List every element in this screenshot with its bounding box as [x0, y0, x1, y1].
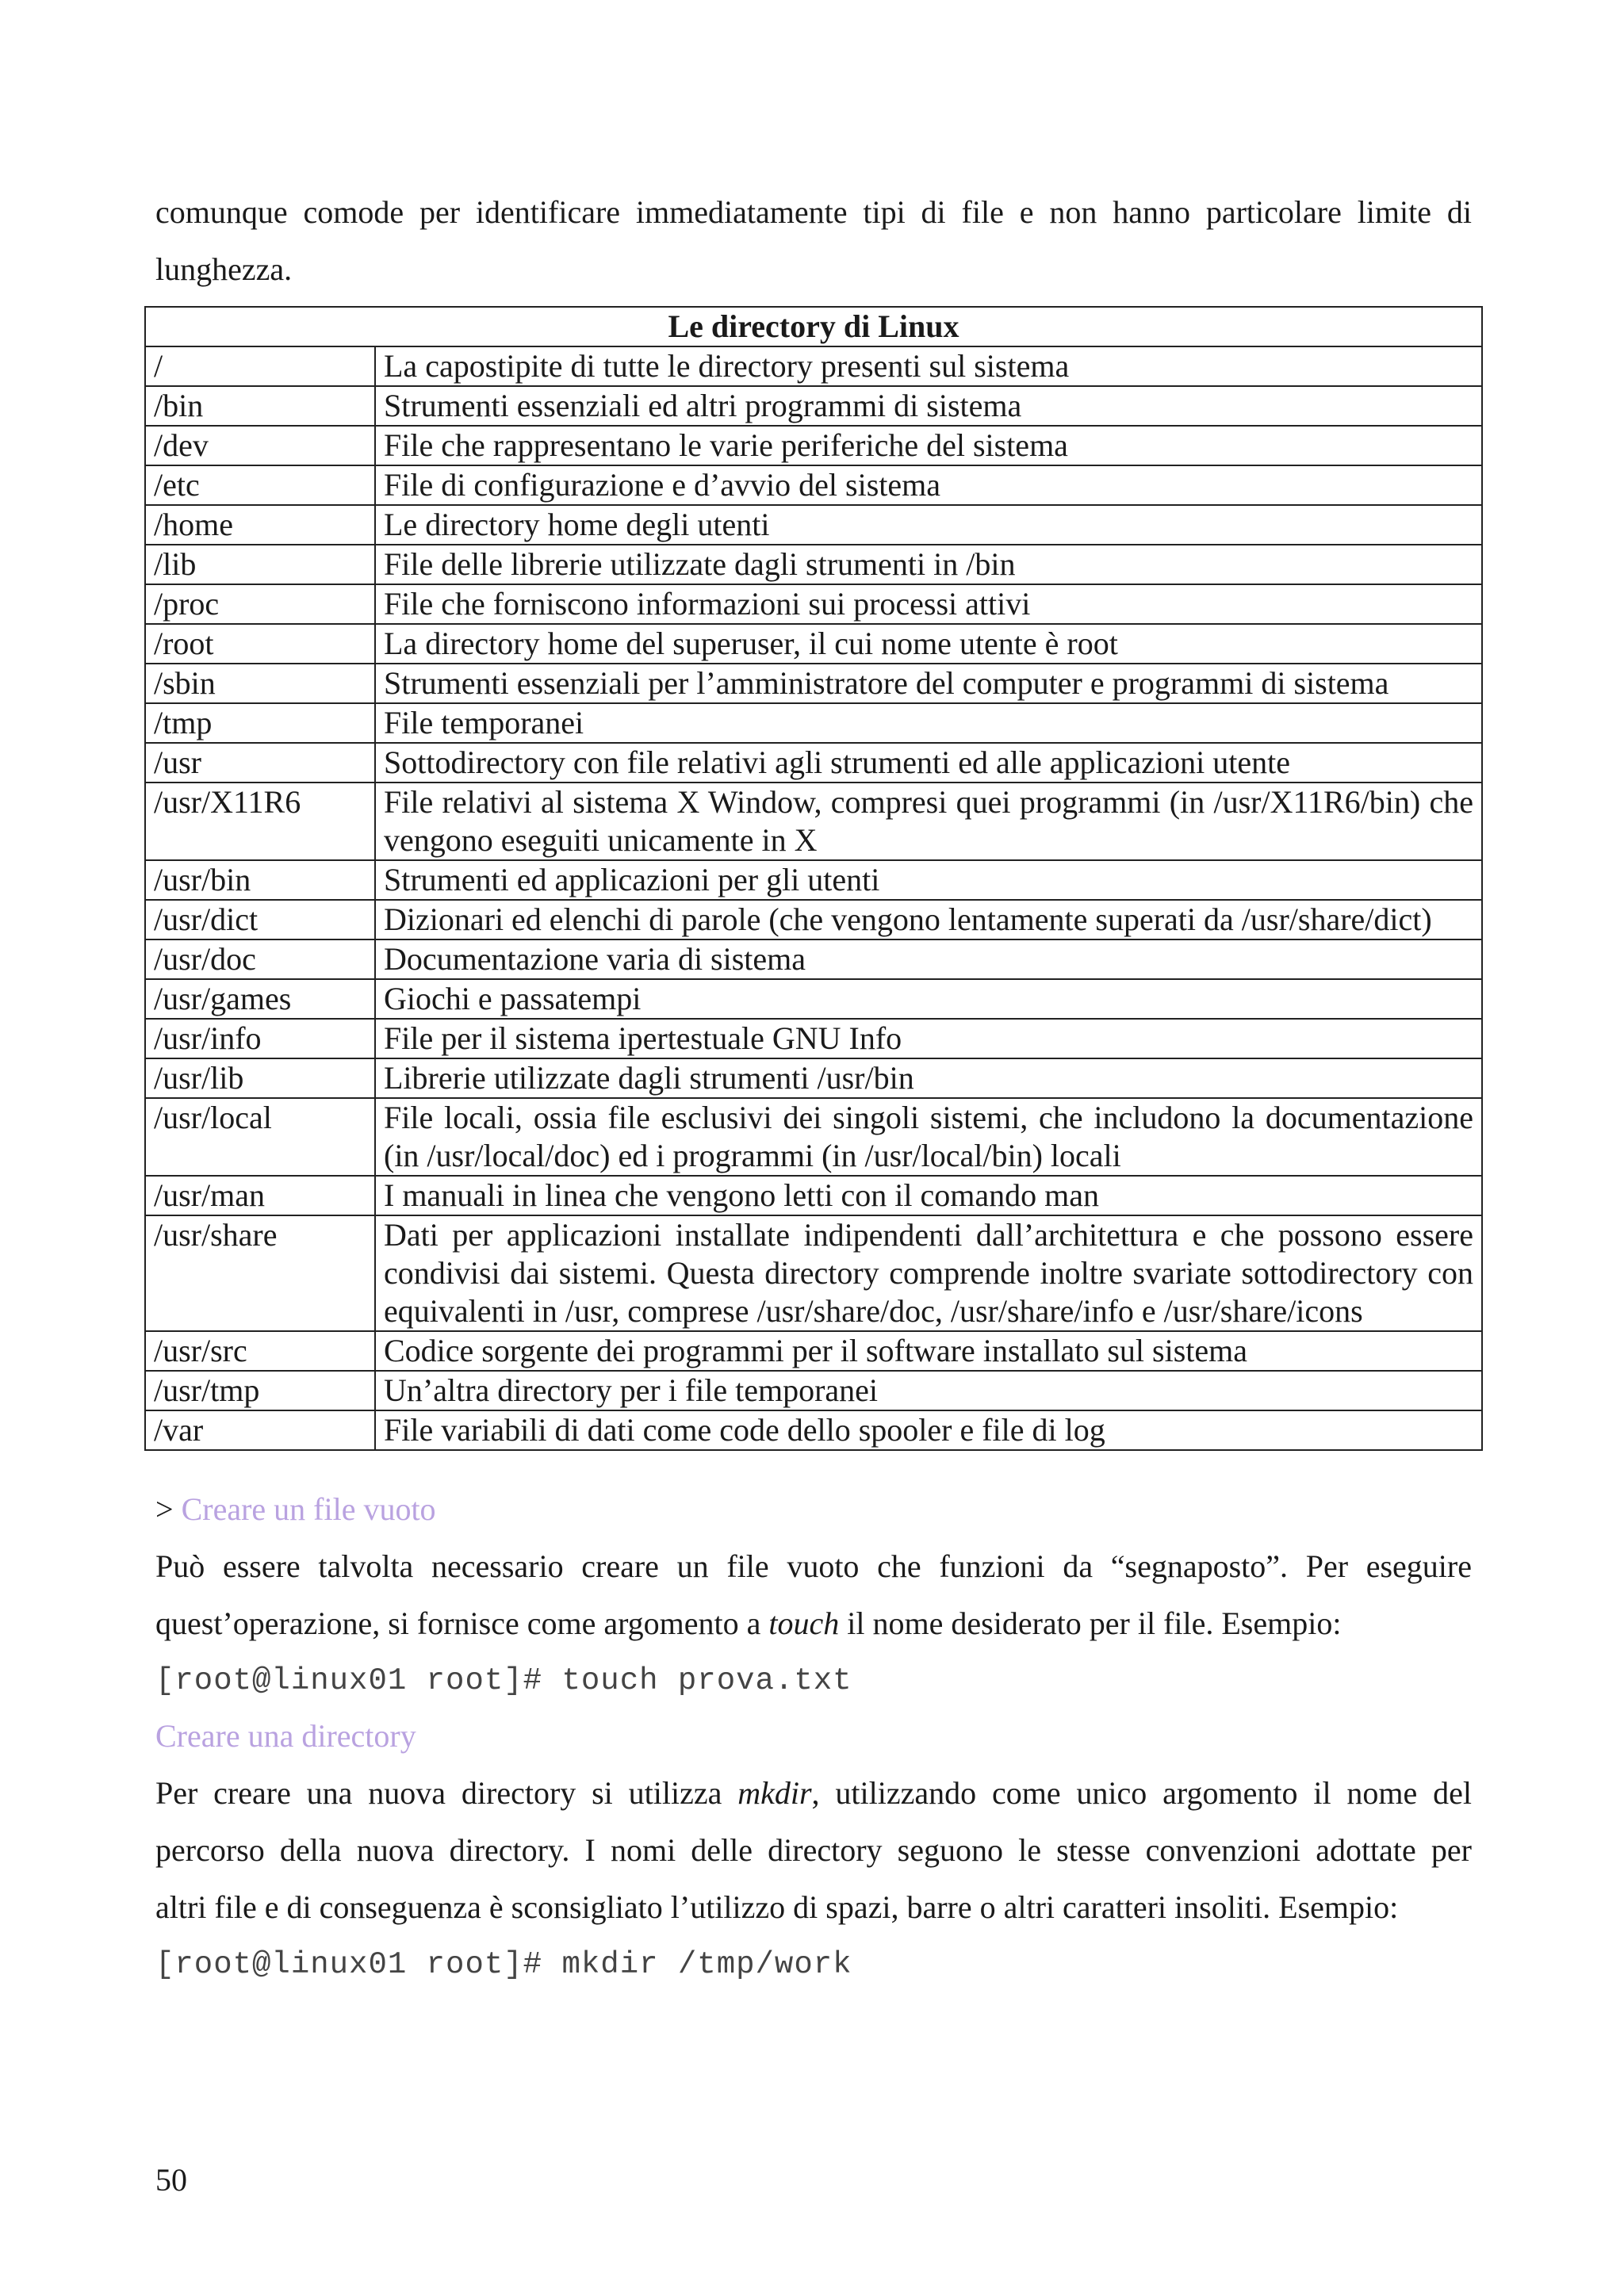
- directory-description: Dati per applicazioni installate indipendenti dall’architettura e che possono essere condivisi dai sistemi. Questa directory comprende inoltre svariate sottodirectory con equivalenti in /usr, comprese /usr/share/doc, /usr/share/info e /usr/share/icons: [375, 1215, 1482, 1331]
- directory-description: File di configurazione e d’avvio del sistema: [375, 465, 1482, 505]
- directory-path: /usr/lib: [145, 1058, 375, 1098]
- table-row: [145, 1410, 1482, 1450]
- command-mkdir: mkdir: [737, 1775, 812, 1811]
- directory-path: /usr/games: [145, 979, 375, 1019]
- text-fragment: quest’operazione, si fornisce come argomento a: [155, 1605, 769, 1641]
- directory-description: Librerie utilizzate dagli strumenti /usr/bin: [375, 1058, 1482, 1098]
- heading-title: Creare una directory: [155, 1718, 416, 1754]
- directory-path: /usr/info: [145, 1019, 375, 1058]
- directory-path: /dev: [145, 426, 375, 465]
- empty-file-paragraph: [155, 1538, 1472, 1652]
- intro-paragraph: [155, 184, 1472, 298]
- page-number: 50: [155, 2162, 187, 2198]
- table-row: [145, 426, 1482, 465]
- table-row: [145, 860, 1482, 900]
- text-fragment: Per creare una nuova directory si utilizza: [155, 1775, 738, 1811]
- directory-description: File relativi al sistema X Window, compresi quei programmi (in /usr/X11R6/bin) che vengono eseguiti unicamente in X: [375, 783, 1482, 860]
- directory-path: /usr/bin: [145, 860, 375, 900]
- directory-line-1: [155, 1765, 1472, 1822]
- table-row: [145, 1176, 1482, 1215]
- directory-description: File delle librerie utilizzate dagli strumenti in /bin: [375, 545, 1482, 584]
- code-touch-example: [root@linux01 root]# touch prova.txt: [155, 1663, 852, 1698]
- directory-path: /etc: [145, 465, 375, 505]
- table-title: Le directory di Linux: [145, 307, 1482, 346]
- linux-directories-table: [144, 306, 1483, 1451]
- empty-file-line-2: [155, 1595, 1472, 1652]
- command-touch: touch: [768, 1605, 840, 1641]
- intro-line-1: comunque comode per identificare immediatamente tipi di file e non hanno particolare limite di: [155, 194, 1472, 230]
- directory-path: /usr: [145, 743, 375, 783]
- directory-description: La capostipite di tutte le directory presenti sul sistema: [375, 346, 1482, 386]
- table-row: [145, 783, 1482, 860]
- directory-description: La directory home del superuser, il cui nome utente è root: [375, 624, 1482, 664]
- table-row: [145, 1098, 1482, 1176]
- directory-description: Sottodirectory con file relativi agli strumenti ed alle applicazioni utente: [375, 743, 1482, 783]
- table-row: [145, 743, 1482, 783]
- table-row: [145, 1058, 1482, 1098]
- directory-path: /var: [145, 1410, 375, 1450]
- directory-path: /: [145, 346, 375, 386]
- table-row: [145, 900, 1482, 939]
- directory-description: Le directory home degli utenti: [375, 505, 1482, 545]
- table-row: [145, 979, 1482, 1019]
- table-row: [145, 1215, 1482, 1331]
- directory-description: File per il sistema ipertestuale GNU Info: [375, 1019, 1482, 1058]
- table-row: [145, 386, 1482, 426]
- directory-description: File che forniscono informazioni sui processi attivi: [375, 584, 1482, 624]
- directory-path: /usr/man: [145, 1176, 375, 1215]
- table-row: [145, 545, 1482, 584]
- directory-path: /home: [145, 505, 375, 545]
- directory-description: Strumenti essenziali ed altri programmi di sistema: [375, 386, 1482, 426]
- directory-path: /proc: [145, 584, 375, 624]
- directory-path: /sbin: [145, 664, 375, 703]
- table-row: [145, 584, 1482, 624]
- text-fragment: , utilizzando come unico argomento il nome del: [811, 1775, 1472, 1811]
- table-row: [145, 346, 1482, 386]
- directory-description: File locali, ossia file esclusivi dei singoli sistemi, che includono la documentazione (in /usr/local/doc) ed i programmi (in /usr/local/bin) locali: [375, 1098, 1482, 1176]
- table-row: [145, 465, 1482, 505]
- table-row: [145, 1371, 1482, 1410]
- heading-title: Creare un file vuoto: [181, 1491, 436, 1527]
- directory-description: Un’altra directory per i file temporanei: [375, 1371, 1482, 1410]
- section-heading-empty-file: [155, 1481, 436, 1538]
- directory-path: /usr/dict: [145, 900, 375, 939]
- directory-description: File che rappresentano le varie periferiche del sistema: [375, 426, 1482, 465]
- directory-path: /usr/X11R6: [145, 783, 375, 860]
- directory-path: /root: [145, 624, 375, 664]
- table-row: [145, 703, 1482, 743]
- table-row: [145, 1331, 1482, 1371]
- directory-path: /tmp: [145, 703, 375, 743]
- directory-path: /usr/tmp: [145, 1371, 375, 1410]
- directory-description: File temporanei: [375, 703, 1482, 743]
- table-row: [145, 505, 1482, 545]
- heading-marker: >: [155, 1491, 182, 1527]
- section-heading-directory: [155, 1708, 416, 1765]
- table-row: [145, 939, 1482, 979]
- directory-line-2: percorso della nuova directory. I nomi delle directory seguono le stesse convenzioni adottate per: [155, 1832, 1472, 1868]
- intro-line-2: lunghezza.: [155, 251, 293, 287]
- directory-description: I manuali in linea che vengono letti con il comando man: [375, 1176, 1482, 1215]
- directory-description: Strumenti ed applicazioni per gli utenti: [375, 860, 1482, 900]
- directory-description: Dizionari ed elenchi di parole (che vengono lentamente superati da /usr/share/dict): [375, 900, 1482, 939]
- directory-path: /usr/local: [145, 1098, 375, 1176]
- table-row: [145, 664, 1482, 703]
- code-mkdir-example: [root@linux01 root]# mkdir /tmp/work: [155, 1947, 852, 1982]
- directory-path: /bin: [145, 386, 375, 426]
- table-header-row: [145, 307, 1482, 346]
- directory-path: /usr/src: [145, 1331, 375, 1371]
- table-row: [145, 624, 1482, 664]
- table-body: [145, 346, 1482, 1450]
- directory-description: Codice sorgente dei programmi per il software installato sul sistema: [375, 1331, 1482, 1371]
- text-fragment: il nome desiderato per il file. Esempio:: [839, 1605, 1342, 1641]
- directory-path: /lib: [145, 545, 375, 584]
- directory-description: Documentazione varia di sistema: [375, 939, 1482, 979]
- directory-paragraph: [155, 1765, 1472, 1936]
- directory-path: /usr/doc: [145, 939, 375, 979]
- directory-description: Strumenti essenziali per l’amministratore del computer e programmi di sistema: [375, 664, 1482, 703]
- directory-description: File variabili di dati come code dello spooler e file di log: [375, 1410, 1482, 1450]
- directory-line-3: altri file e di conseguenza è sconsigliato l’utilizzo di spazi, barre o altri caratteri insoliti. Esempio:: [155, 1889, 1399, 1925]
- table-row: [145, 1019, 1482, 1058]
- empty-file-line-1: Può essere talvolta necessario creare un file vuoto che funzioni da “segnaposto”. Per eseguire: [155, 1548, 1472, 1584]
- directory-description: Giochi e passatempi: [375, 979, 1482, 1019]
- directory-path: /usr/share: [145, 1215, 375, 1331]
